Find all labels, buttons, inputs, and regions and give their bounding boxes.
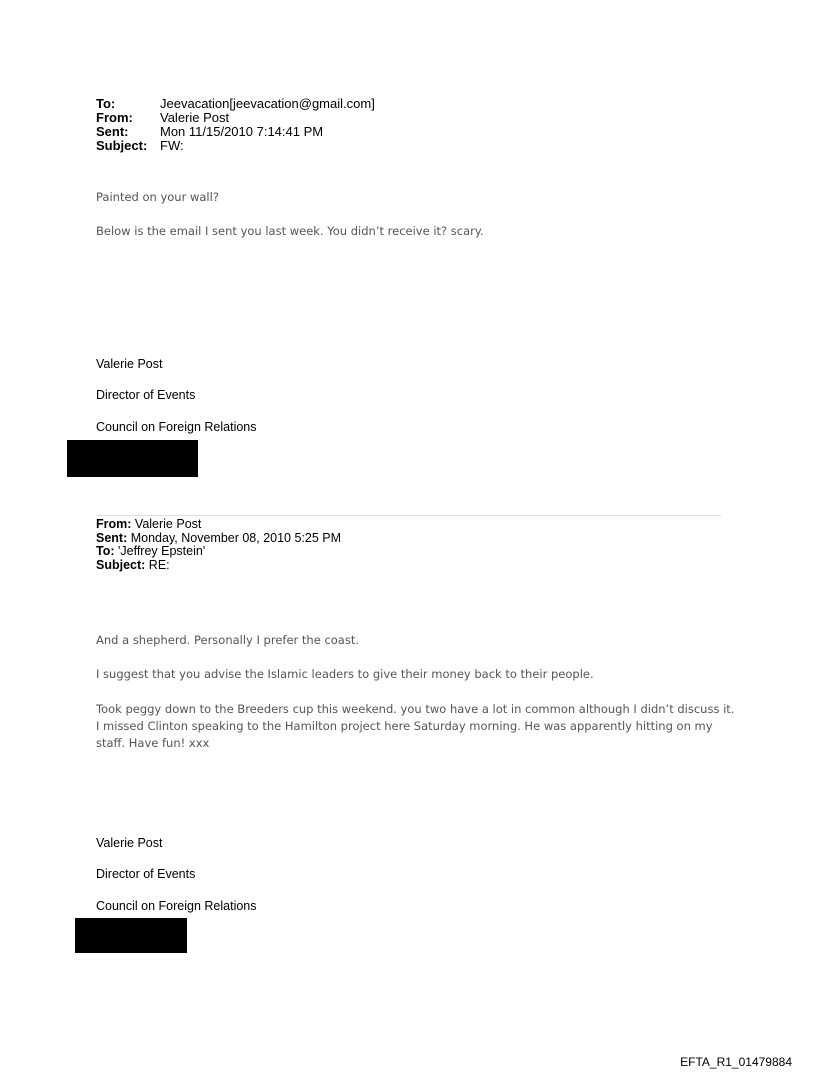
fwd-sent-label: Sent: [96,530,128,545]
header-to-row [96,97,375,111]
fwd-to-value: 'Jeffrey Epstein' [118,544,206,558]
fwd-from-row [96,518,341,532]
signature1-title: Director of Events [96,388,196,402]
to-label: To: [96,96,116,111]
email-header [96,97,375,153]
signature1-org: Council on Foreign Relations [96,420,257,434]
message1-line1: Painted on your wall? [96,190,219,204]
header-sent-row [96,125,375,139]
header-from-row [96,111,375,125]
fwd-to-label: To: [96,544,115,558]
fwd-subject-label: Subject: [96,557,146,572]
subject-value: FW: [160,138,184,153]
message2-paragraph2: I suggest that you advise the Islamic leaders to give their money back to their people. [96,667,594,681]
document-id: EFTA_R1_01479884 [680,1055,792,1069]
signature2-org: Council on Foreign Relations [96,899,257,913]
message1-line2: Below is the email I sent you last week. You didn’t receive it? scary. [96,224,484,238]
fwd-from-label: From: [96,517,132,531]
message2-paragraph3: Took peggy down to the Breeders cup this weekend. you two have a lot in common although I didn’t discuss it. I missed Clinton speaking to the Hamilton project here Saturday morning. He was apparently hitting on my staff. Have fun! xxx [96,702,735,750]
fwd-to-row [96,545,341,559]
forwarded-header [96,518,341,572]
sent-value: Mon 11/15/2010 7:14:41 PM [160,124,324,139]
subject-label: Subject: [96,138,148,153]
signature2-name: Valerie Post [96,836,163,850]
header-subject-row [96,139,375,153]
signature2-title: Director of Events [96,867,196,881]
fwd-sent-row [96,532,341,546]
from-label: From: [96,110,133,125]
signature1-name: Valerie Post [96,357,163,371]
fwd-subject-row [96,559,341,573]
fwd-sent-value: Monday, November 08, 2010 5:25 PM [130,530,342,545]
message2-paragraph1: And a shepherd. Personally I prefer the coast. [96,633,360,647]
sent-label: Sent: [96,124,129,139]
divider-line [96,515,721,516]
fwd-from-value: Valerie Post [134,517,202,531]
from-value: Valerie Post [160,110,230,125]
redaction-box-2 [75,918,187,953]
to-value: Jeevacation[jeevacation@gmail.com] [160,96,375,111]
fwd-subject-value: RE: [148,557,170,572]
redaction-box-1 [67,440,198,477]
